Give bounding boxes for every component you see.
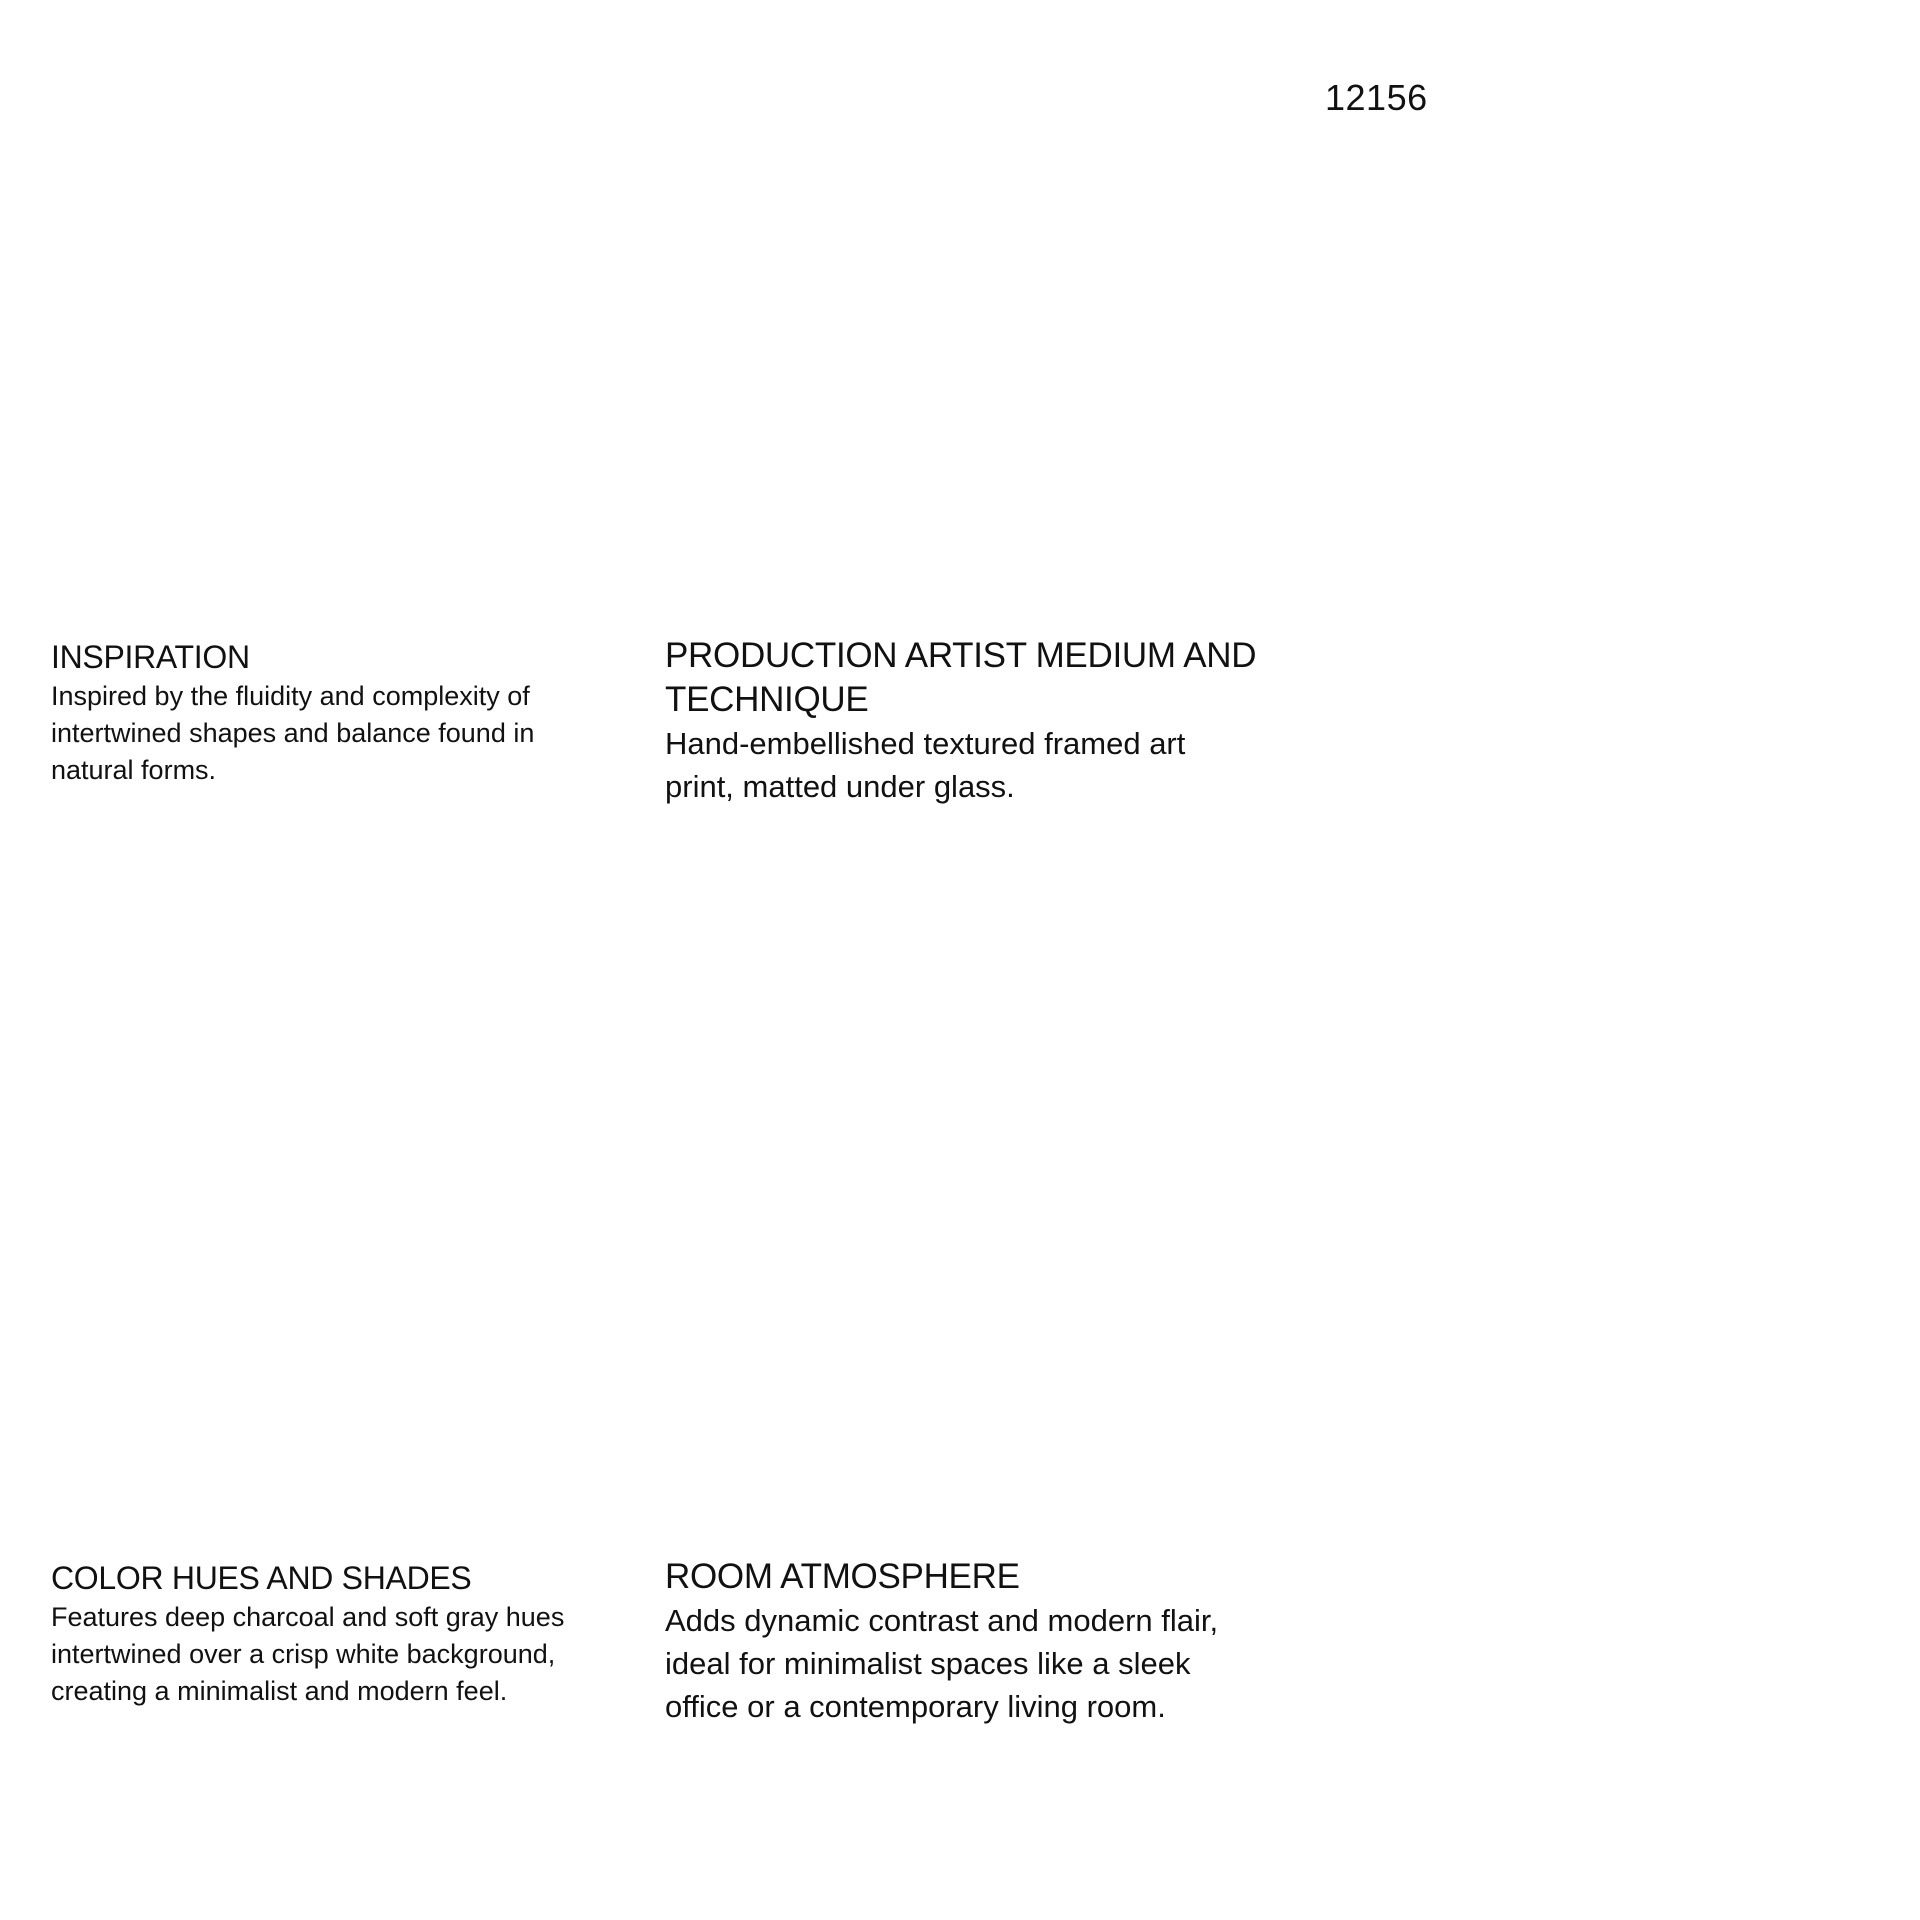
atmosphere-body: Adds dynamic contrast and modern flair, ideal for minimalist spaces like a sleek office or a contemporary living room.	[665, 1603, 1219, 1724]
product-code: 12156	[1325, 77, 1428, 118]
atmosphere-heading: ROOM ATMOSPHERE	[665, 1557, 1020, 1596]
inspiration-heading: INSPIRATION	[51, 639, 250, 675]
atmosphere-section	[665, 1555, 1445, 1728]
inspiration-section	[51, 636, 611, 789]
inspiration-body: Inspired by the fluidity and complexity of intertwined shapes and balance found in natural forms.	[51, 681, 535, 785]
production-heading: PRODUCTION ARTIST MEDIUM AND TECHNIQUE	[665, 636, 1257, 719]
color-section	[51, 1557, 611, 1710]
color-body: Features deep charcoal and soft gray hues intertwined over a crisp white background, creating a minimalist and modern feel.	[51, 1602, 565, 1706]
color-heading: COLOR HUES AND SHADES	[51, 1560, 472, 1596]
production-body: Hand-embellished textured framed art print, matted under glass.	[665, 726, 1186, 804]
production-section	[665, 634, 1445, 808]
